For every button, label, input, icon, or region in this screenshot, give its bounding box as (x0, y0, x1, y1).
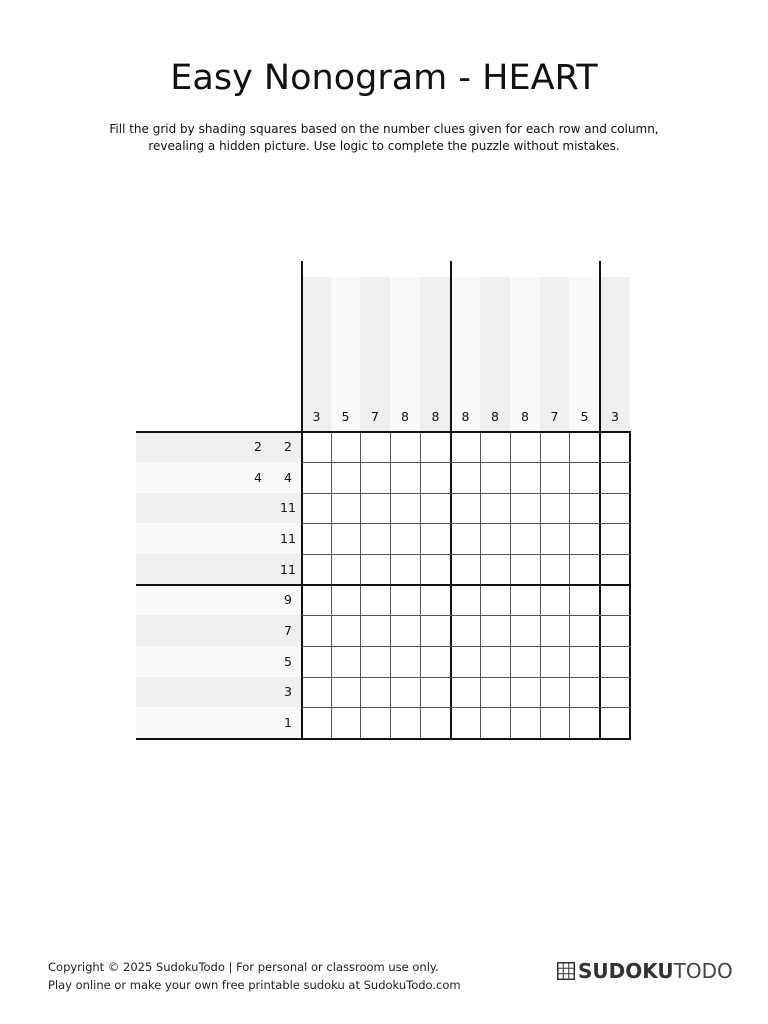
row-clue-band (136, 462, 302, 493)
grid-cell[interactable] (540, 462, 569, 493)
row-clue: 2 (254, 439, 262, 454)
row-clue-band (136, 585, 302, 615)
grid-cell[interactable] (569, 523, 600, 554)
grid-cell[interactable] (302, 585, 331, 615)
column-clue: 8 (461, 409, 470, 424)
grid-line-vertical (450, 261, 452, 740)
row-clue: 11 (280, 561, 296, 577)
grid-cell[interactable] (331, 554, 360, 585)
grid-cell[interactable] (510, 432, 540, 462)
grid-cell[interactable] (510, 615, 540, 646)
grid-cell[interactable] (510, 493, 540, 523)
grid-cell[interactable] (331, 523, 360, 554)
grid-cell[interactable] (420, 707, 451, 739)
grid-cell[interactable] (600, 493, 630, 523)
grid-cell[interactable] (360, 432, 390, 462)
grid-cell[interactable] (510, 707, 540, 739)
grid-cell[interactable] (390, 707, 420, 739)
footer (48, 958, 461, 994)
grid-cell[interactable] (360, 554, 390, 585)
grid-cell[interactable] (302, 707, 331, 739)
sudokutodo-logo[interactable] (557, 959, 733, 983)
grid-cell[interactable] (600, 523, 630, 554)
row-clue: 3 (284, 684, 292, 699)
grid-cell[interactable] (420, 677, 451, 707)
grid-line-horizontal (302, 646, 631, 647)
grid-cell[interactable] (510, 585, 540, 615)
grid-cell[interactable] (302, 677, 331, 707)
grid-cell[interactable] (569, 462, 600, 493)
row-clue: 9 (284, 592, 292, 607)
grid-cell[interactable] (451, 432, 480, 462)
grid-cell[interactable] (480, 677, 510, 707)
grid-cell[interactable] (331, 707, 360, 739)
grid-cell[interactable] (420, 585, 451, 615)
grid-cell[interactable] (569, 677, 600, 707)
grid-cell[interactable] (540, 493, 569, 523)
grid-line-vertical (510, 432, 511, 740)
grid-cell[interactable] (331, 585, 360, 615)
row-clue: 11 (280, 530, 296, 546)
grid-cell[interactable] (540, 677, 569, 707)
column-clue: 5 (341, 409, 350, 424)
row-clue-band (136, 646, 302, 677)
grid-cell[interactable] (540, 523, 569, 554)
row-clue-band (136, 432, 302, 462)
grid-cell[interactable] (390, 523, 420, 554)
column-clue: 3 (312, 409, 321, 424)
row-clue-band (136, 493, 302, 523)
grid-cell[interactable] (600, 615, 630, 646)
grid-line-horizontal (302, 462, 631, 463)
grid-cell[interactable] (390, 585, 420, 615)
grid-cell[interactable] (600, 677, 630, 707)
grid-line-horizontal (302, 707, 631, 708)
grid-line-vertical (390, 432, 391, 740)
grid-line-horizontal (136, 431, 631, 433)
grid-cell[interactable] (390, 677, 420, 707)
column-clue: 3 (611, 409, 619, 424)
grid-cell[interactable] (420, 615, 451, 646)
grid-cell[interactable] (480, 462, 510, 493)
grid-cell[interactable] (451, 493, 480, 523)
grid-line-horizontal (302, 493, 631, 494)
grid-line-vertical (331, 432, 332, 740)
grid-line-vertical (540, 432, 541, 740)
grid-cell[interactable] (420, 523, 451, 554)
grid-cell[interactable] (360, 646, 390, 677)
column-clue: 5 (580, 409, 589, 424)
grid-cell[interactable] (480, 615, 510, 646)
row-clue: 4 (284, 469, 292, 485)
row-clue: 11 (280, 500, 296, 515)
grid-cell[interactable] (480, 523, 510, 554)
grid-cell[interactable] (390, 554, 420, 585)
grid-cell[interactable] (480, 707, 510, 739)
row-clue-band (136, 707, 302, 739)
grid-cell[interactable] (540, 707, 569, 739)
grid-line-vertical (301, 261, 303, 740)
grid-cell[interactable] (480, 646, 510, 677)
column-clue: 8 (431, 409, 440, 424)
grid-cell[interactable] (331, 677, 360, 707)
column-clue: 8 (491, 409, 499, 424)
grid-cell[interactable] (451, 523, 480, 554)
logo-word-sudoku: SUDOKU (578, 959, 674, 983)
grid-cell[interactable] (569, 554, 600, 585)
grid-cell[interactable] (331, 462, 360, 493)
grid-cell[interactable] (302, 432, 331, 462)
grid-cell[interactable] (600, 462, 630, 493)
grid-cell[interactable] (600, 554, 630, 585)
grid-cell[interactable] (510, 523, 540, 554)
grid-cell[interactable] (360, 493, 390, 523)
grid-cell[interactable] (451, 646, 480, 677)
grid-cell[interactable] (480, 493, 510, 523)
grid-cell[interactable] (600, 646, 630, 677)
grid-cell[interactable] (420, 554, 451, 585)
grid-cell[interactable] (302, 615, 331, 646)
column-clue: 8 (521, 409, 529, 424)
row-clue: 1 (284, 715, 292, 730)
grid-cell[interactable] (451, 554, 480, 585)
grid-cell[interactable] (569, 615, 600, 646)
grid-cell[interactable] (600, 585, 630, 615)
copyright-text: Copyright © 2025 SudokuTodo | For personal or classroom use only. (48, 960, 439, 974)
grid-cell[interactable] (451, 462, 480, 493)
grid-line-vertical (599, 261, 601, 740)
grid-cell[interactable] (510, 677, 540, 707)
column-clue: 7 (371, 409, 379, 424)
grid-line-vertical (420, 432, 421, 740)
grid-line-horizontal (302, 615, 631, 616)
grid-cell[interactable] (420, 646, 451, 677)
grid-line-horizontal (136, 738, 631, 740)
grid-cell[interactable] (360, 615, 390, 646)
grid-cell[interactable] (510, 462, 540, 493)
grid-cell[interactable] (420, 462, 451, 493)
grid-cell[interactable] (302, 523, 331, 554)
grid-cell[interactable] (390, 432, 420, 462)
grid-cell[interactable] (302, 462, 331, 493)
grid-cell[interactable] (331, 432, 360, 462)
column-clue: 8 (401, 409, 409, 424)
instructions-text: Fill the grid by shading squares based on the number clues given for each row and column, revealing a hidden picture. Use logic to complete the puzzle without mistakes. (109, 122, 659, 153)
grid-line-horizontal (136, 584, 631, 586)
page-title: Easy Nonogram - HEART (170, 58, 598, 98)
grid-cell[interactable] (451, 585, 480, 615)
grid-cell[interactable] (569, 585, 600, 615)
grid-cell[interactable] (390, 462, 420, 493)
grid-cell[interactable] (480, 585, 510, 615)
grid-cell[interactable] (302, 554, 331, 585)
row-clue-band (136, 615, 302, 646)
grid-cell[interactable] (390, 646, 420, 677)
grid-cell[interactable] (302, 646, 331, 677)
grid-cell[interactable] (360, 462, 390, 493)
grid-cell[interactable] (360, 677, 390, 707)
grid-cell[interactable] (540, 554, 569, 585)
grid-line-horizontal (302, 677, 631, 678)
grid-cell[interactable] (451, 707, 480, 739)
row-clue: 2 (284, 439, 292, 454)
grid-line-horizontal (302, 523, 631, 524)
grid-cell[interactable] (510, 646, 540, 677)
grid-cell[interactable] (510, 554, 540, 585)
row-clue-band (136, 523, 302, 554)
row-clue: 5 (284, 653, 292, 669)
grid-line-vertical (360, 432, 361, 740)
grid-cell[interactable] (451, 677, 480, 707)
grid-cell[interactable] (451, 615, 480, 646)
grid-cell[interactable] (540, 585, 569, 615)
grid-cell[interactable] (420, 432, 451, 462)
grid-cell[interactable] (331, 615, 360, 646)
grid-cell[interactable] (360, 523, 390, 554)
grid-cell[interactable] (540, 615, 569, 646)
row-clue-band (136, 677, 302, 707)
grid-cell[interactable] (480, 432, 510, 462)
grid-line-vertical (629, 432, 631, 740)
grid-cell[interactable] (600, 432, 630, 462)
grid-line-vertical (480, 432, 481, 740)
grid-logo-icon (557, 962, 575, 980)
row-clue: 7 (284, 622, 292, 638)
grid-cell[interactable] (331, 646, 360, 677)
grid-line-vertical (569, 432, 570, 740)
grid-cell[interactable] (569, 432, 600, 462)
row-clue-band (136, 554, 302, 585)
grid-cell[interactable] (360, 585, 390, 615)
grid-cell[interactable] (540, 646, 569, 677)
grid-cell[interactable] (480, 554, 510, 585)
grid-cell[interactable] (302, 493, 331, 523)
grid-line-horizontal (302, 554, 631, 555)
grid-cell[interactable] (420, 493, 451, 523)
row-clue: 4 (254, 469, 262, 485)
grid-cell[interactable] (540, 432, 569, 462)
grid-cell[interactable] (600, 707, 630, 739)
grid-cell[interactable] (569, 646, 600, 677)
grid-cell[interactable] (569, 707, 600, 739)
grid-cell[interactable] (569, 493, 600, 523)
grid-cell[interactable] (390, 615, 420, 646)
grid-cell[interactable] (331, 493, 360, 523)
logo-word-todo: TODO (673, 959, 733, 983)
column-clue: 7 (550, 409, 559, 424)
footer-tagline: Play online or make your own free printable sudoku at SudokuTodo.com (48, 978, 461, 992)
grid-cell[interactable] (390, 493, 420, 523)
grid-cell[interactable] (360, 707, 390, 739)
